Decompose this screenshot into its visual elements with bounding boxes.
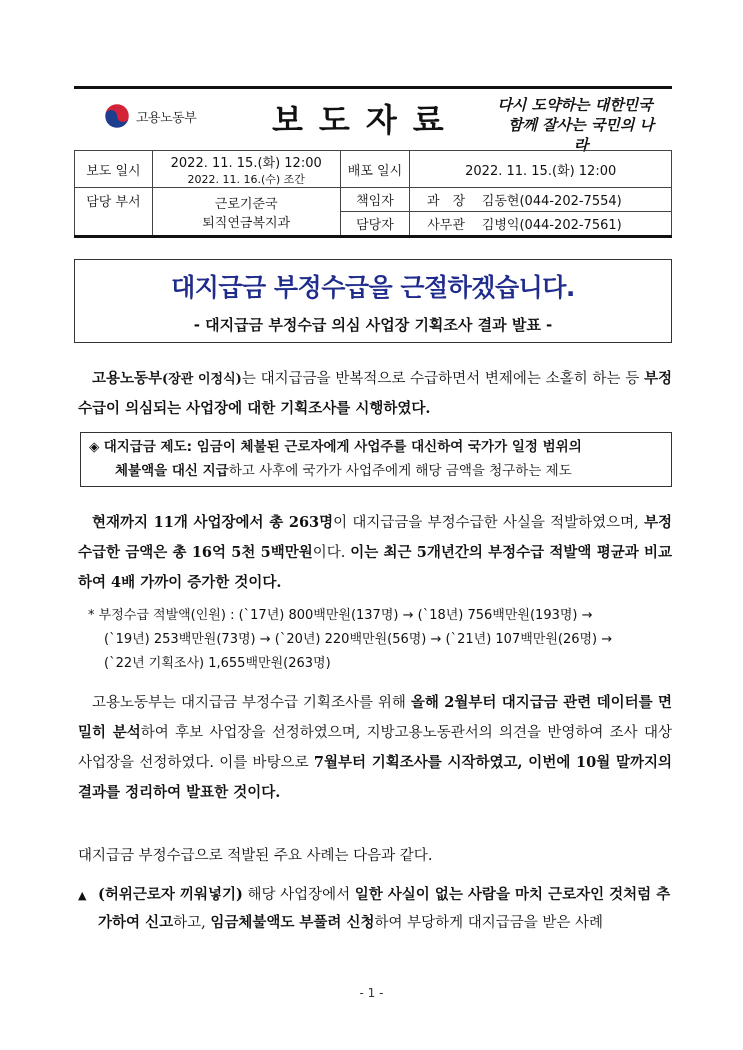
note-line-3: (`22년 기획조사) 1,655백만원(263명) [104, 656, 331, 671]
subheadline: - 대지급금 부정수급 의심 사업장 기획조사 결과 발표 - [193, 316, 553, 334]
responsible-contact: 김동현(044-202-7554) [482, 188, 672, 212]
intro-subject: 고용노동부 [92, 370, 163, 387]
case-emphasis-1: 일한 사실이 없는 사람을 마치 근로자인 것처럼 추가하여 신고 [98, 886, 671, 931]
ministry-name: 고용노동부 [136, 110, 197, 126]
intro-text: 는 대지급금을 반복적으로 수급하면서 변제에는 소홀히 하는 등 [241, 371, 644, 387]
intro-minister: (장관 이정식) [162, 372, 242, 387]
ministry-logo [104, 103, 196, 129]
department-value [152, 188, 340, 237]
findings-comparison: 이는 최근 5개년간의 부정수급 적발액 평균과 비교하여 4배 가까이 증가한 것이다. [78, 544, 672, 591]
findings-paragraph [78, 508, 672, 598]
definition-line-1: 대지급금 제도: 임금이 체불된 근로자에게 사업주를 대신하여 국가가 일정 범위의 [103, 439, 582, 455]
distribution-time-label: 배포 일시 [340, 151, 410, 188]
note-line-2: (`19년) 253백만원(73명) → (`20년) 220백만원(56명) → (`21년) 107백만원(26명) → [104, 632, 613, 647]
definition-emphasis: 체불액을 대신 지급 [115, 463, 229, 479]
diamond-bullet-icon: ◈ [89, 439, 100, 455]
findings-text-1: 이 대지급금을 부정수급한 사실을 적발하였으며, [333, 515, 644, 531]
case-text-3: 하여 부당하게 대지급금을 받은 사례 [374, 915, 604, 931]
case-text-2: 하고, [173, 915, 211, 931]
case-text-1: 해당 사업장에서 [242, 887, 355, 903]
department-line-1: 근로기준국 [214, 196, 278, 212]
method-text-1: 고용노동부는 대지급금 부정수급 기획조사를 위해 [92, 695, 411, 711]
detection-history-note [88, 604, 672, 676]
distribution-time-value: 2022. 11. 15.(화) 12:00 [410, 151, 672, 188]
press-header [74, 86, 672, 154]
staff-title: 사무관 [410, 212, 482, 237]
method-emphasis-2: 7월부터 기획조사를 시작하였고, 이번에 10월 말까지의 결과를 정리하여 발표한 것이다. [78, 754, 673, 801]
method-emphasis-1: 올해 2월부터 대지급금 관련 데이터를 면밀히 분석 [78, 694, 672, 741]
intro-emphasis: 부정수급이 의심되는 사업장에 대한 기획조사를 시행하였다. [78, 370, 672, 417]
slogan-line-2: 함께 잘사는 국민의 나라 [507, 116, 655, 154]
responsible-title: 과 장 [410, 188, 482, 212]
report-time-main: 2022. 11. 15.(화) 12:00 [170, 155, 322, 171]
taegeuk-emblem-icon [104, 103, 130, 129]
headline-box [74, 259, 672, 343]
findings-count: 현재까지 11개 사업장에서 총 263명 [92, 514, 334, 531]
slogan-line-1: 다시 도약하는 대한민국 [497, 96, 653, 114]
government-slogan [490, 95, 660, 155]
definition-line-2: 하고 사후에 국가가 사업주에게 해당 금액을 청구하는 제도 [228, 463, 572, 479]
case-item [78, 881, 672, 937]
responsible-label: 책임자 [340, 188, 410, 212]
triangle-bullet-icon: ▲ [78, 889, 87, 902]
page-number: - 1 - [359, 986, 384, 1000]
staff-contact: 김병익(044-202-7561) [482, 212, 672, 237]
definition-box [80, 432, 672, 487]
method-text-2: 하여 후보 사업장을 선정하였으며, 지방고용노동관서의 의견을 반영하여 조사 대상 사업장을 선정하였다. 이를 바탕으로 [78, 725, 672, 771]
release-info-table [74, 150, 672, 238]
headline: 대지급금 부정수급을 근절하겠습니다. [171, 273, 575, 302]
report-time-sub: 2022. 11. 16.(수) 조간 [187, 172, 305, 186]
staff-label: 담당자 [340, 212, 410, 237]
methodology-paragraph [78, 688, 672, 808]
findings-amount: 부정수급한 금액은 총 16억 5천 5백만원 [78, 514, 672, 561]
department-label: 담당 부서 [75, 188, 153, 237]
intro-paragraph [78, 364, 672, 424]
case-emphasis-2: 임금체불액도 부풀려 신청 [210, 914, 375, 931]
asterisk-icon: * [88, 608, 95, 623]
findings-text-2: 이다. [312, 545, 351, 561]
case-title: (허위근로자 끼워넣기) [98, 886, 243, 903]
note-line-1: 부정수급 적발액(인원) : (`17년) 800백만원(137명) → (`18년) 756백만원(193명) → [98, 608, 593, 623]
department-line-2: 퇴직연금복지과 [202, 215, 291, 231]
report-time-value [152, 151, 340, 188]
report-time-label: 보도 일시 [75, 151, 153, 188]
doc-type-title: 보도자료 [272, 101, 460, 139]
cases-intro: 대지급금 부정수급으로 적발된 주요 사례는 다음과 같다. [78, 848, 433, 864]
